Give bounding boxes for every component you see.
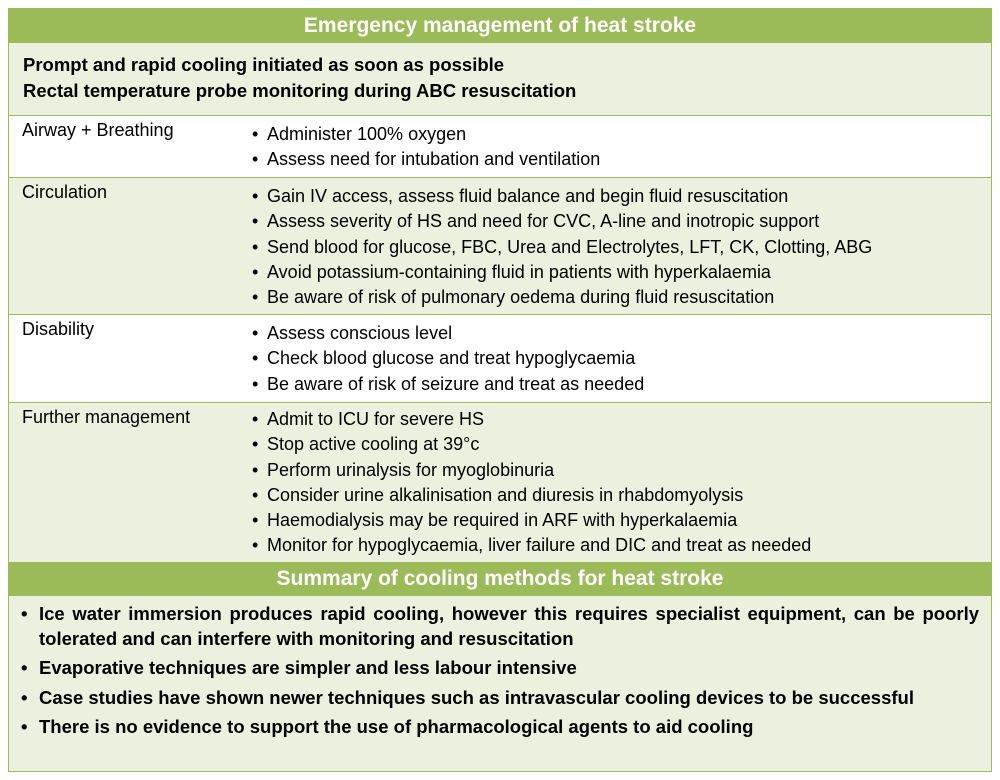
key-point: Prompt and rapid cooling initiated as soon as possible	[23, 54, 505, 75]
list-item: • Admit to ICU for severe HS	[252, 407, 811, 432]
row-items	[252, 122, 600, 173]
list-item: • Avoid potassium-containing fluid in patients with hyperkalaemia	[252, 260, 872, 285]
row-label: Further management	[22, 407, 191, 427]
list-item: • Monitor for hypoglycaemia, liver failure and DIC and treat as needed	[252, 533, 811, 558]
row-label: Disability	[22, 319, 95, 339]
row-further-management	[9, 402, 991, 562]
list-item: • Stop active cooling at 39°c	[252, 432, 811, 457]
key-point: Rectal temperature probe monitoring during ABC resuscitation	[23, 80, 577, 101]
list-item: • Haemodialysis may be required in ARF with hyperkalaemia	[252, 508, 811, 533]
row-airway-breathing	[9, 115, 991, 177]
list-item: • Perform urinalysis for myoglobinuria	[252, 458, 811, 483]
row-label: Airway + Breathing	[22, 120, 174, 140]
row-circulation	[9, 177, 991, 314]
summary-item: • There is no evidence to support the use of pharmacological agents to aid cooling	[9, 714, 991, 739]
list-item: • Gain IV access, assess fluid balance and begin fluid resuscitation	[252, 184, 872, 209]
row-items	[252, 321, 644, 397]
emergency-header: Emergency management of heat stroke	[9, 9, 991, 43]
summary-header: Summary of cooling methods for heat stroke	[9, 562, 991, 596]
row-items	[252, 184, 872, 310]
summary-item: • Case studies have shown newer techniques such as intravascular cooling devices to be successful	[9, 685, 991, 710]
list-item: • Be aware of risk of pulmonary oedema during fluid resuscitation	[252, 285, 872, 310]
heat-stroke-table	[8, 8, 992, 772]
list-item: • Assess need for intubation and ventilation	[252, 147, 600, 172]
row-label: Circulation	[22, 182, 108, 202]
list-item: • Check blood glucose and treat hypoglycaemia	[252, 346, 644, 371]
list-item: • Administer 100% oxygen	[252, 122, 600, 147]
list-item: • Consider urine alkalinisation and diuresis in rhabdomyolysis	[252, 483, 811, 508]
summary-band	[9, 596, 991, 771]
summary-item: • Ice water immersion produces rapid cooling, however this requires specialist equipment, can be poorly tolerated and can interfere with monitoring and resuscitation	[9, 601, 991, 651]
row-items	[252, 407, 811, 559]
row-disability	[9, 314, 991, 402]
list-item: • Be aware of risk of seizure and treat as needed	[252, 372, 644, 397]
summary-item: • Evaporative techniques are simpler and less labour intensive	[9, 655, 991, 680]
list-item: • Assess conscious level	[252, 321, 644, 346]
list-item: • Send blood for glucose, FBC, Urea and Electrolytes, LFT, CK, Clotting, ABG	[252, 235, 872, 260]
summary-list	[9, 601, 991, 739]
key-points-band	[9, 43, 991, 115]
list-item: • Assess severity of HS and need for CVC, A-line and inotropic support	[252, 209, 872, 234]
